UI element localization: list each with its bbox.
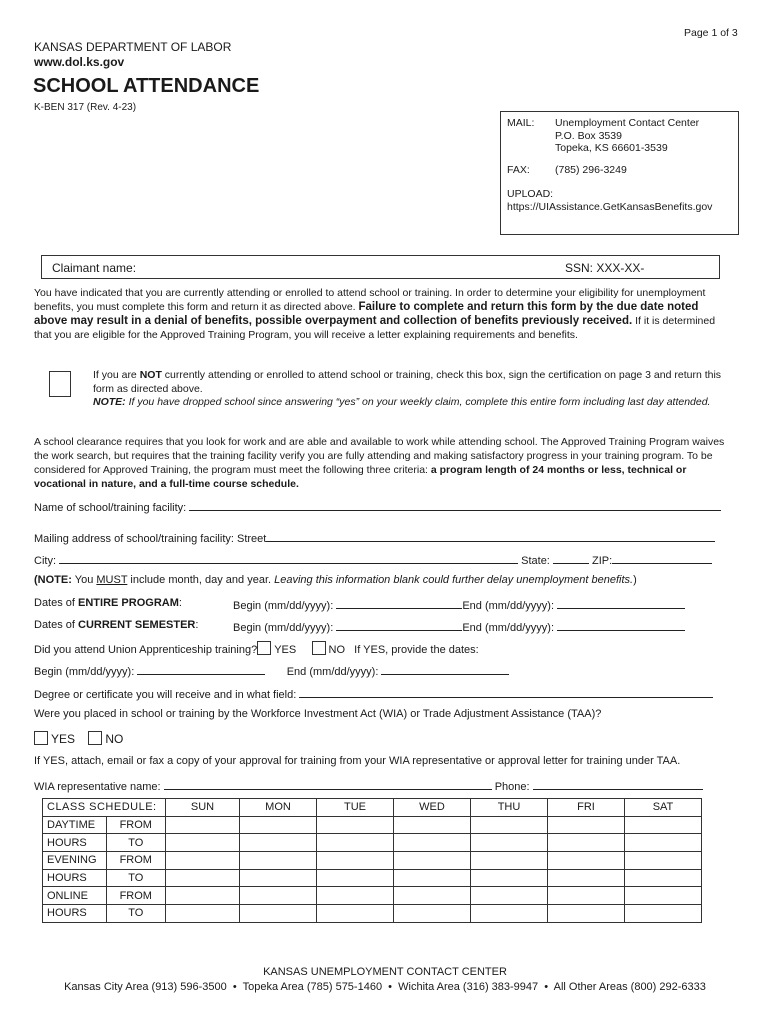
schedule-row-sub: TO bbox=[106, 834, 165, 852]
schedule-cell[interactable] bbox=[166, 887, 240, 905]
day-header: MON bbox=[240, 799, 317, 817]
not-emphasis: NOT bbox=[139, 369, 162, 381]
colon-text: : bbox=[195, 619, 199, 631]
ssn-field[interactable] bbox=[654, 259, 714, 275]
facility-name-label: Name of school/training facility: bbox=[34, 502, 187, 514]
phone-label: Phone: bbox=[494, 781, 530, 793]
wia-options bbox=[34, 731, 123, 746]
schedule-cell[interactable] bbox=[317, 834, 394, 852]
semester-end-field[interactable] bbox=[557, 619, 685, 631]
schedule-cell[interactable] bbox=[625, 905, 702, 923]
schedule-cell[interactable] bbox=[625, 869, 702, 887]
day-header: SUN bbox=[166, 799, 240, 817]
begin-label: Begin (mm/dd/yyyy): bbox=[233, 622, 334, 634]
schedule-row-sub: TO bbox=[106, 905, 165, 923]
mail-label: MAIL: bbox=[507, 117, 535, 129]
page-title: SCHOOL ATTENDANCE bbox=[33, 75, 260, 97]
upload-link[interactable]: https://UIAssistance.GetKansasBenefits.gov bbox=[507, 201, 713, 213]
fax-value: (785) 296-3249 bbox=[555, 164, 627, 176]
note-text: If you have dropped school since answering “yes” on your weekly claim, complete this entire form including last day attended. bbox=[128, 396, 711, 408]
not-attending-checkbox[interactable] bbox=[49, 371, 71, 397]
schedule-cell[interactable] bbox=[625, 834, 702, 852]
schedule-row-sub: FROM bbox=[106, 816, 165, 834]
schedule-cell[interactable] bbox=[240, 834, 317, 852]
schedule-cell[interactable] bbox=[471, 905, 548, 923]
schedule-cell[interactable] bbox=[166, 816, 240, 834]
schedule-cell[interactable] bbox=[471, 834, 548, 852]
wia-rep-row bbox=[34, 778, 734, 793]
begin-label: Begin (mm/dd/yyyy): bbox=[34, 666, 135, 678]
union-dates-label: If YES, provide the dates: bbox=[354, 644, 479, 656]
union-question: Did you attend Union Apprenticeship training? bbox=[34, 644, 258, 656]
end-label: End (mm/dd/yyyy): bbox=[462, 600, 554, 612]
schedule-cell[interactable] bbox=[471, 869, 548, 887]
note-italic: Leaving this information blank could further delay unemployment benefits. bbox=[274, 574, 634, 586]
mail-line: Unemployment Contact Center bbox=[555, 117, 700, 129]
schedule-row-label: HOURS bbox=[43, 834, 107, 852]
union-no-label: NO bbox=[328, 644, 345, 656]
wia-rep-label: WIA representative name: bbox=[34, 781, 161, 793]
schedule-cell[interactable] bbox=[548, 905, 625, 923]
entire-begin-field[interactable] bbox=[336, 597, 462, 609]
wia-yes-checkbox[interactable] bbox=[34, 731, 48, 745]
street-field[interactable] bbox=[266, 530, 715, 542]
form-id: K-BEN 317 (Rev. 4-23) bbox=[34, 102, 137, 113]
schedule-row-sub: TO bbox=[106, 869, 165, 887]
entire-program-text: ENTIRE PROGRAM bbox=[78, 597, 179, 609]
phone-field[interactable] bbox=[533, 778, 703, 790]
city-field[interactable] bbox=[59, 552, 518, 564]
dates-of-text: Dates of bbox=[34, 597, 75, 609]
current-semester-dates bbox=[233, 619, 685, 634]
day-header: SAT bbox=[625, 799, 702, 817]
degree-field[interactable] bbox=[299, 686, 713, 698]
schedule-cell[interactable] bbox=[394, 887, 471, 905]
wia-no-checkbox[interactable] bbox=[88, 731, 102, 745]
day-header: TUE bbox=[317, 799, 394, 817]
schedule-row-label: HOURS bbox=[43, 869, 107, 887]
wia-no-label: NO bbox=[105, 732, 124, 746]
claimant-name-label: Claimant name: bbox=[52, 261, 137, 275]
wia-yes-label: YES bbox=[51, 732, 76, 746]
schedule-cell[interactable] bbox=[317, 816, 394, 834]
schedule-row bbox=[43, 816, 702, 834]
schedule-row bbox=[43, 887, 702, 905]
claimant-name-field[interactable] bbox=[192, 259, 552, 275]
clearance-paragraph bbox=[34, 435, 726, 491]
schedule-row-label: EVENING bbox=[43, 852, 107, 870]
degree-row bbox=[34, 686, 734, 701]
mail-line: P.O. Box 3539 bbox=[555, 129, 622, 142]
facility-name-field[interactable] bbox=[189, 499, 721, 511]
schedule-row bbox=[43, 834, 702, 852]
dates-of-text: Dates of bbox=[34, 619, 75, 631]
wia-rep-field[interactable] bbox=[164, 778, 492, 790]
schedule-row-label: HOURS bbox=[43, 905, 107, 923]
zip-label: ZIP: bbox=[592, 555, 613, 567]
schedule-cell[interactable] bbox=[625, 887, 702, 905]
schedule-cell[interactable] bbox=[317, 852, 394, 870]
current-semester-text: CURRENT SEMESTER bbox=[78, 619, 196, 631]
upload-label: UPLOAD: bbox=[507, 188, 554, 200]
schedule-cell[interactable] bbox=[240, 887, 317, 905]
schedule-cell[interactable] bbox=[548, 852, 625, 870]
class-schedule-table bbox=[42, 798, 702, 923]
note-must: MUST bbox=[96, 574, 128, 586]
schedule-cell[interactable] bbox=[240, 852, 317, 870]
footer-center: KANSAS UNEMPLOYMENT CONTACT CENTER bbox=[263, 966, 507, 978]
schedule-header: CLASS SCHEDULE: bbox=[43, 799, 166, 817]
schedule-cell[interactable] bbox=[394, 852, 471, 870]
end-label: End (mm/dd/yyyy): bbox=[462, 622, 554, 634]
wia-attach: If YES, attach, email or fax a copy of your approval for training from your WIA representative or approval letter for training under TAA. bbox=[34, 755, 681, 767]
current-semester-label bbox=[34, 619, 198, 631]
schedule-cell[interactable] bbox=[548, 816, 625, 834]
ssn-label: SSN: XXX-XX- bbox=[565, 261, 645, 275]
claimant-box bbox=[41, 255, 720, 279]
union-row bbox=[34, 641, 479, 656]
schedule-row-label: DAYTIME bbox=[43, 816, 107, 834]
state-field[interactable] bbox=[553, 552, 589, 564]
city-label: City: bbox=[34, 555, 56, 567]
begin-label: Begin (mm/dd/yyyy): bbox=[233, 600, 334, 612]
schedule-row bbox=[43, 869, 702, 887]
semester-begin-field[interactable] bbox=[336, 619, 462, 631]
fax-label: FAX: bbox=[507, 164, 530, 176]
intro-text-2: If it is determined that you are eligible for the Approved Training Program, you will receive a letter explaining requirements and benefits. bbox=[34, 315, 716, 341]
not-attending-pre: If you are bbox=[93, 369, 137, 381]
schedule-cell[interactable] bbox=[166, 869, 240, 887]
schedule-cell[interactable] bbox=[471, 852, 548, 870]
intro-text: You have indicated that you are currently attending or enrolled to attend school or training. In order to determine your eligibility for unemployment benefits, you must complete this form and return it as directed above. bbox=[34, 287, 706, 313]
state-label: State: bbox=[521, 555, 550, 567]
schedule-cell[interactable] bbox=[317, 905, 394, 923]
union-dates-row bbox=[34, 663, 509, 678]
agency-name: KANSAS DEPARTMENT OF LABOR bbox=[34, 40, 232, 54]
schedule-row-sub: FROM bbox=[106, 852, 165, 870]
union-yes-label: YES bbox=[274, 644, 297, 656]
note-you: You bbox=[74, 574, 94, 586]
schedule-cell[interactable] bbox=[394, 869, 471, 887]
schedule-cell[interactable] bbox=[548, 834, 625, 852]
dates-note bbox=[34, 574, 637, 586]
degree-label: Degree or certificate you will receive and in what field: bbox=[34, 689, 297, 701]
city-row bbox=[34, 552, 734, 567]
day-header: FRI bbox=[548, 799, 625, 817]
zip-field[interactable] bbox=[612, 552, 712, 564]
schedule-cell[interactable] bbox=[471, 816, 548, 834]
colon-text: : bbox=[178, 597, 182, 609]
mail-line: Topeka, KS 66601-3539 bbox=[555, 142, 668, 154]
clearance-criteria: a program length of 24 months or less, technical or vocational in nature, and a full-time course schedule. bbox=[34, 464, 687, 490]
note-rest: include month, day and year. bbox=[130, 574, 272, 586]
schedule-cell[interactable] bbox=[471, 887, 548, 905]
note-label: (NOTE: bbox=[34, 574, 72, 586]
schedule-row-sub: FROM bbox=[106, 887, 165, 905]
note-close: ) bbox=[633, 574, 637, 586]
union-end-field[interactable] bbox=[381, 663, 509, 675]
schedule-cell[interactable] bbox=[394, 816, 471, 834]
schedule-cell[interactable] bbox=[625, 816, 702, 834]
union-no-checkbox[interactable] bbox=[312, 641, 326, 655]
schedule-cell[interactable] bbox=[317, 887, 394, 905]
schedule-header-row bbox=[43, 799, 702, 817]
schedule-cell[interactable] bbox=[394, 834, 471, 852]
not-attending-post: currently attending or enrolled to attend school or training, check this box, sign the certification on page 3 and return this form as directed above. bbox=[93, 369, 722, 395]
intro-paragraph bbox=[34, 286, 724, 342]
union-begin-field[interactable] bbox=[137, 663, 265, 675]
schedule-cell[interactable] bbox=[548, 869, 625, 887]
schedule-cell[interactable] bbox=[394, 905, 471, 923]
schedule-cell[interactable] bbox=[548, 887, 625, 905]
end-label: End (mm/dd/yyyy): bbox=[286, 666, 379, 678]
entire-program-dates bbox=[233, 597, 685, 612]
agency-url: www.dol.ks.gov bbox=[34, 55, 125, 69]
schedule-cell[interactable] bbox=[240, 869, 317, 887]
day-header: THU bbox=[471, 799, 548, 817]
mail-address bbox=[555, 117, 699, 155]
facility-name-row bbox=[34, 499, 734, 514]
schedule-cell[interactable] bbox=[317, 869, 394, 887]
schedule-cell[interactable] bbox=[166, 834, 240, 852]
day-header: WED bbox=[394, 799, 471, 817]
intro-warning: Failure to complete and return this form by the due date noted above may result in a denial of benefits, possible overpayment and collection of benefits previously received. bbox=[34, 301, 699, 327]
schedule-cell[interactable] bbox=[166, 905, 240, 923]
entire-program-label bbox=[34, 597, 182, 609]
note-label: NOTE: bbox=[93, 396, 126, 408]
footer-areas: Kansas City Area (913) 596-3500 • Topeka Area (785) 575-1460 • Wichita Area (316) 383-9947 • All Other Areas (800) 292-6333 bbox=[64, 981, 706, 993]
schedule-row bbox=[43, 852, 702, 870]
wia-question: Were you placed in school or training by the Workforce Investment Act (WIA) or Trade Adjustment Assistance (TAA)? bbox=[34, 708, 602, 720]
schedule-cell[interactable] bbox=[625, 852, 702, 870]
entire-end-field[interactable] bbox=[557, 597, 685, 609]
page-number: Page 1 of 3 bbox=[684, 27, 738, 39]
union-yes-checkbox[interactable] bbox=[257, 641, 271, 655]
schedule-cell[interactable] bbox=[166, 852, 240, 870]
contact-box bbox=[500, 111, 739, 235]
schedule-row bbox=[43, 905, 702, 923]
schedule-cell[interactable] bbox=[240, 816, 317, 834]
not-attending-text bbox=[93, 369, 723, 410]
mailing-address-row bbox=[34, 530, 734, 545]
schedule-cell[interactable] bbox=[240, 905, 317, 923]
clearance-text: A school clearance requires that you look for work and are able and available to work while attending school. The Approved Training Program waives the work search, but requires that the training facility verify you are fully attending and making satisfactory progress in your training program. To be considered for Approved Training, the program must meet the following three criteria: bbox=[34, 436, 725, 476]
schedule-row-label: ONLINE bbox=[43, 887, 107, 905]
mailing-address-label: Mailing address of school/training facility: Street bbox=[34, 533, 267, 545]
